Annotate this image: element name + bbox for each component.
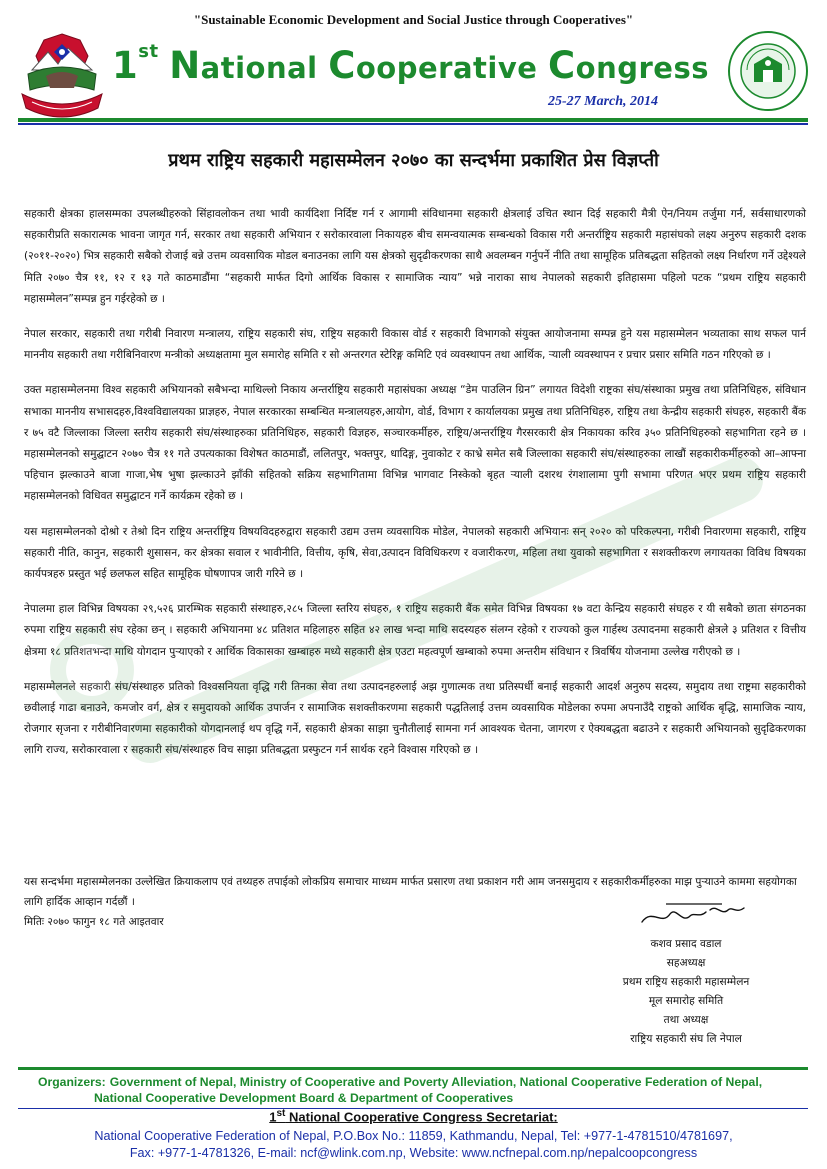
title-ordinal-number: 1 [112, 44, 139, 87]
paragraph-3: उक्त महासम्मेलनमा विश्व सहकारी अभियानको सबैभन्दा माथिल्लो निकाय अन्तर्राष्ट्रिय सहकारी महासंघका अध्यक्ष “डेम पाउलिन ग्रिन” लगायत विदेशी राष्ट्रका संघ/संस्थाका प्रमुख तथा प्रतिनिधिहरु, संविधान सभाका माननीय सभासदहरु,विश्वविद्यालयका प्राज्ञहरु, नेपाल सरकारका सम्बन्धित मन्त्रालयहरु,आयोग, वोर्ड, विभाग र कार्यालयका प्रमुख तथा प्रतिनिधिहरु, राष्ट्रिय तथा केन्द्रीय सहकारी संघहरु, सहकारी बैंक र ७५ वटै जिल्लाका जिल्ला स्तरीय सहकारी संघ/संस्थाहरुका प्रतिनिधिहरु, सहकारी विज्ञहरु, सञ्चारकर्मीहरु, राष्ट्रिय/अन्तर्राष्ट्रिय गैरसरकारी क्षेत्र निकायका करिव ३५० प्रतिनिधिहरुको सहभागिता रहने छ । महासम्मेलनको समुद्घाटन २०७० चैत्र ११ गते उपत्यकाका विशेषत काठमाडौं, ललितपुर, भक्तपुर, धादिङ्ग, नुवाकोट र काभ्रे समेत सबै जिल्लाका सहकारी संघ/संस्थाहरुका लाखौं सहकारीकर्मीहरुको आ–आफ्ना पहिचान झल्काउने बाजा गाजा,भेष भुषा झल्काउने झाँकी सहितको सक्रिय सहभागितामा विभिन्न भागवाट निस्केको बृहत ऱ्याली दशरथ रंगशालामा पुगी सभामा परिणत भएर प्रथम राष्ट्रिय सहकारी महासम्मेलनको विधिवत समुद्घाटन गर्ने कार्यक्रम रहेको छ । [24, 384, 806, 503]
address-line-1: National Cooperative Federation of Nepal, P.O.Box No.: 11859, Kathmandu, Nepal, Tel: +977-1-4781510/4781697, [94, 1129, 733, 1143]
paragraph-5: नेपालमा हाल विभिन्न विषयका २९,५२६ प्रारम्भिक सहकारी संस्थाहरु,२८५ जिल्ला स्तरिय संघहरु, १ राष्ट्रिय सहकारी बैंक समेत विभिन्न विषयका १७ वटा केन्द्रिय सहकारी संघहरु र यी सबैको छाता संगठनका रुपमा राष्ट्रिय सहकारी संघ रहेका छन् । सहकारी अभियानमा ४८ प्रतिशत महिलाहरु सहित ४२ लाख भन्दा माथि सदस्यहरु संलग्न रहेको र राज्यको कुल गार्हस्थ उत्पादनमा सहकारी क्षेत्रले ३ प्रतिशत र वित्तीय क्षेत्रमा १८ प्रतिशतभन्दा माथि योगदान पुऱ्याएको र आर्थिक विकासका खम्बाहरु मध्ये सहकारी क्षेत्र एउटा महत्वपूर्ण खम्बाको रुपमा अन्तरीम संविधान र त्रिवर्षिय योजनामा उल्लेख गरीएको छ । [24, 603, 806, 658]
title-ordinal-suffix: st [138, 41, 159, 63]
secretariat-suffix: st [276, 1108, 286, 1119]
secretariat-heading [0, 1108, 827, 1124]
title-word1-initial: N [169, 44, 201, 87]
congress-date: 25-27 March, 2014 [548, 94, 659, 109]
paragraph-2: नेपाल सरकार, सहकारी तथा गरीबी निवारण मन्त्रालय, राष्ट्रिय सहकारी संघ, राष्ट्रिय सहकारी विकास वोर्ड र सहकारी विभागको संयुक्त आयोजनामा सम्पन्न हुने यस महासम्मेलन भव्यताका साथ सफल पार्न माननीय सहकारी तथा गरीबिनिवारण मन्त्रीको अध्यक्षतामा मुल समारोह समिति र सो अन्तरगत स्टेरिङ्ग कमिटि एवं व्यवस्थापन तथा आर्थिक, ऱ्याली व्यवस्थापन र प्रचार प्रसार समिति गठन गरिएको छ । [24, 328, 806, 362]
date-line: मितिः २०७० फागुन १८ गते आइतवार [24, 916, 164, 928]
page-headline: प्रथम राष्ट्रिय सहकारी महासम्मेलन २०७० का सन्दर्भमा प्रकाशित प्रेस विज्ञप्ती [168, 150, 659, 171]
organizers-block [38, 1074, 818, 1106]
secretariat-number: 1 [269, 1109, 277, 1125]
signatory-name: कशव प्रसाद वडाल [650, 938, 722, 950]
address-line-2: Fax: +977-1-4781326, E-mail: ncf@wlink.com.np, Website: www.ncfnepal.com.np/nepalcoopcongress [129, 1146, 698, 1160]
signatory-org-line-1: प्रथम राष्ट्रिय सहकारी महासम्मेलन [622, 976, 750, 988]
organizers-line-1: Government of Nepal, Ministry of Cooperative and Poverty Alleviation, National Cooperative Federation of Nepal, [109, 1075, 763, 1089]
header-rule-green [18, 118, 808, 122]
paragraph-4: यस महासम्मेलनको दोश्रो र तेश्रो दिन राष्ट्रिय अन्तर्राष्ट्रिय विषयविदहरुद्वारा सहकारी उद्यम उत्तम व्यवसायिक मोडेल, नेपालको सहकारी अभियानः सन् २०२० को परिकल्पना, गरीबी निवारणमा सहकारी, राष्ट्रिय सहकारी नीति, कानुन, सहकारी शुसासन, कर क्षेत्रका सवाल र भावीनीति, वित्तीय, कृषि, सेवा,उत्पादन विविधिकरण र वजारीकरण, महिला तथा युवाको सहभागिता र सशक्तीकरण लगायतका विविध विषयका कार्यपत्रहरु प्रस्तुत भई छलफल सहित सामूहिक घोषणापत्र जारी गरिने छ । [24, 525, 806, 581]
title-word3-initial: C [548, 44, 576, 87]
signatory-block [560, 935, 812, 1049]
title-word3-rest: ongress [575, 51, 709, 85]
organizers-label: Organizers: [38, 1075, 106, 1089]
footer-rule-green [18, 1067, 808, 1070]
title-word2-rest: ooperative [355, 51, 538, 85]
secretariat-address [0, 1128, 827, 1162]
title-word2-initial: C [328, 44, 356, 87]
paragraph-6: महासम्मेलनले सहकारी संघ/संस्थाहरु प्रतिको विश्वसनियता वृद्धि गरी तिनका सेवा तथा उत्पादनहरुलाई अझ गुणात्मक तथा प्रतिस्पर्धी बनाई सहकारी आदर्श अनुरुप सदस्य, समुदाय तथा राष्ट्रमा सहकारीको छवीलाई गाढा बनाउने, कमजोर वर्ग, क्षेत्र र समुदायको आर्थिक उपार्जन र सामाजिक सशक्तीकरणमा सहकारी पद्धतिलाई उत्तम व्यवसायिक मोडेलका रुपमा अपनाउँदै राष्ट्रको आर्थिक बृद्धि, सामाजिक न्याय, रोजगार सृजना र गरीबीनिवारणमा सहकारीको योगदानलाई थप वृद्धि गर्ने, सहकारी क्षेत्रका साझा चुनौतीलाई सामना गर्न आवश्यक चेतना, जागरण र ऐक्यबद्धता बढाउने र सहकारी अभियानको सुदृढिकरणका लागि राज्य, सरोकारवाला र सहकारी संघ/संस्थाहरु विच साझा प्रतिबद्धता प्रस्फुटन गर्न सार्थक रहने विश्वास गरिएको छ । [24, 680, 806, 757]
tagline: "Sustainable Economic Development and Social Justice through Cooperatives" [193, 12, 634, 27]
press-release-body [24, 204, 806, 776]
ncf-logo [727, 30, 809, 112]
signature-graphic [636, 900, 752, 932]
closing-paragraph: यस सन्दर्भमा महासम्मेलनका उल्लेखित क्रियाकलाप एवं तथ्यहरु तपाईको लोकप्रिय समाचार माध्यम मार्फत प्रसारण तथा प्रकाशन गरी आम जनसमुदाय र सहकारीकर्मीहरुका माझ पुऱ्याउने काममा सहयोगका लागि हार्दिक आव्हान गर्दछौं । [24, 876, 797, 908]
congress-title [112, 41, 712, 87]
signatory-org-line-4: राष्ट्रिय सहकारी संघ लि नेपाल [630, 1033, 742, 1045]
signatory-org-line-3: तथा अध्यक्ष [663, 1014, 709, 1026]
organizers-line-2: National Cooperative Development Board & Department of Cooperatives [94, 1091, 514, 1105]
header-rule-blue [18, 123, 808, 125]
nepal-government-emblem [18, 30, 106, 124]
signatory-role: सहअध्यक्ष [666, 957, 706, 969]
paragraph-1: सहकारी क्षेत्रका हालसम्मका उपलब्धीहरुको सिंहावलोकन तथा भावी कार्यदिशा निर्दिष्ट गर्न र आगामी संविधानमा सहकारी क्षेत्रलाई उचित स्थान दिई सहकारी मैत्री ऐन/नियम तर्जुमा गर्न, सर्वसाधारणको सहकारीप्रति सकारात्मक भावना जागृत गर्न, सरकार तथा सहकारी अभियान र सरोकारवाला निकायहरु बीच समन्वयात्मक सम्बन्धको विकास गरी अन्तर्राष्ट्रिय सहकारी महासंघको लक्ष्य अनुरुप सहकारी दशक (२०११-२०२०) भित्र सहकारी सबैको रोजाई बन्ने उत्तम व्यवसायिक मोडल बनाउनका लागि यस क्षेत्रको सुदृढीकरणका साथै अवलम्बन गर्नुपर्ने नीति तथा सामूहिक प्रतिबद्धता सहितको लक्ष्य निर्धारण गर्ने उद्देश्यले मिति २०७० चैत्र ११, १२ र १३ गते काठमाडौंमा “सहकारी मार्फत दिगो आर्थिक विकास र सामाजिक न्याय” भन्ने नाराका साथ नेपालको सहकारी इतिहासमा पहिलो पटक “प्रथम राष्ट्रिय सहकारी महासम्मेलन”सम्पन्न हुन गईरहेको छ । [24, 208, 806, 305]
title-word1-rest: ational [200, 51, 318, 85]
secretariat-rest: National Cooperative Congress Secretariat: [285, 1109, 558, 1125]
signatory-org-line-2: मूल समारोह समिति [648, 995, 724, 1007]
